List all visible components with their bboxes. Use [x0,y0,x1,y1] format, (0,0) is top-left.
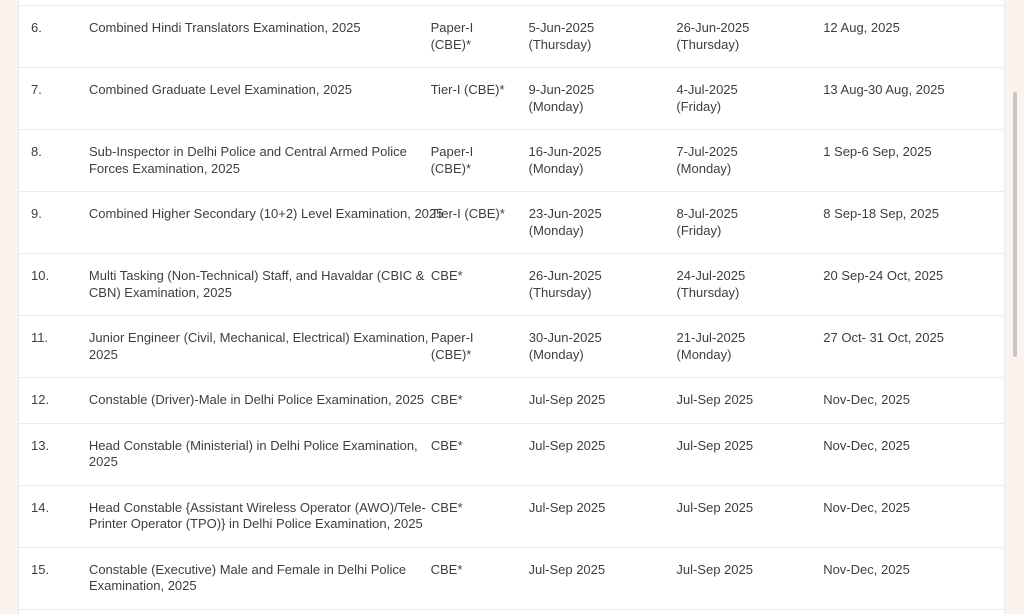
closing-date-cell [676,548,823,593]
table-row [19,192,1004,254]
mode-line: CBE* [430,499,463,515]
advt-line: 16-Jun-2025 [528,144,602,159]
closing-date-cell [676,68,823,129]
close-line: 8-Jul-2025 [676,206,738,221]
closing-date-cell [676,6,823,67]
row-serial-number: 12. [31,392,50,407]
mode-line: CBE* [430,437,463,453]
exam-date-cell: 13 Aug-30 Aug, 2025 [823,82,945,97]
exam-name-cell [88,192,444,237]
exam-mode-cell [431,486,529,531]
exam-mode-cell [431,378,529,423]
table-row [19,68,1004,130]
exam-date-cell: 20 Sep-24 Oct, 2025 [823,268,944,283]
table-row [19,130,1004,192]
mode-line: Tier-I (CBE)* [430,82,505,97]
row-serial-number: 7. [31,82,42,97]
exam-date-cell: Nov-Dec, 2025 [823,561,910,577]
mode-line: Paper-I [430,144,474,159]
close-line: Jul-Sep 2025 [676,499,754,515]
name-line: Constable (Driver)-Male in Delhi Police Examination, 2025 [88,392,425,407]
row-serial-number: 15. [31,561,50,577]
close-line: 24-Jul-2025 [676,268,746,283]
mode-line: CBE* [430,392,463,407]
exam-name-cell [89,6,431,51]
close-line: Jul-Sep 2025 [676,561,753,577]
exam-mode-cell [431,192,529,237]
closing-date-cell [677,424,824,469]
table-row [19,378,1004,424]
exam-name-cell [89,378,431,423]
name-line: 2025 [88,346,118,362]
advt-date-cell [529,548,677,593]
row-serial-number: 14. [31,499,50,515]
advt-line: 26-Jun-2025 [528,268,602,283]
exam-mode-cell [431,6,529,67]
exam-mode-cell [431,548,529,593]
mode-line: Paper-I [430,20,474,35]
exam-name-cell [89,316,431,377]
close-line: (Monday) [676,346,732,362]
table-row [19,6,1004,68]
table-row [19,254,1004,316]
advt-line: (Thursday) [528,36,592,52]
exam-date-cell: 12 Aug, 2025 [823,20,900,35]
row-serial-number: 13. [31,437,50,453]
row-serial-number: 9. [31,206,42,221]
close-line: 21-Jul-2025 [676,330,746,345]
mode-line: (CBE)* [430,36,472,52]
advt-date-cell [529,192,677,253]
closing-date-cell [677,378,824,423]
exam-mode-cell [431,424,529,469]
closing-date-cell [677,192,824,253]
exam-name-cell [89,130,431,191]
advt-date-cell [529,316,677,377]
mode-line: (CBE)* [430,160,472,176]
closing-date-cell [677,254,824,315]
exam-date-cell: 27 Oct- 31 Oct, 2025 [823,330,944,345]
exam-name-cell [89,548,431,609]
table-rows [19,6,1004,610]
advt-line: Jul-Sep 2025 [528,499,606,515]
close-line: (Monday) [676,160,732,176]
close-line: (Thursday) [676,284,740,300]
table-row [19,548,1004,610]
advt-line: 23-Jun-2025 [528,206,602,221]
closing-date-cell [677,316,824,377]
advt-line: (Monday) [528,160,584,176]
vertical-scrollbar-thumb[interactable] [1013,92,1017,357]
advt-line: 9-Jun-2025 [528,82,595,97]
name-line: Printer Operator (TPO)} in Delhi Police Examination, 2025 [88,516,423,531]
advt-date-cell [529,378,677,423]
name-line: CBN) Examination, 2025 [88,284,232,300]
advt-line: (Monday) [528,222,584,238]
advt-date-cell [529,486,677,531]
advt-date-cell [529,6,677,67]
exam-date-cell: Nov-Dec, 2025 [823,499,911,515]
name-line: Combined Higher Secondary (10+2) Level Examination, 2025 [88,206,444,221]
row-serial-number: 11. [31,330,49,345]
close-line: (Friday) [676,98,722,114]
close-line: (Thursday) [676,36,740,52]
advt-line: Jul-Sep 2025 [528,437,606,453]
advt-line: (Monday) [528,346,584,362]
advt-line: 30-Jun-2025 [528,330,602,345]
mode-line: Paper-I [430,330,474,345]
table-row [19,486,1004,548]
exam-calendar-table [18,0,1005,614]
name-line: Combined Graduate Level Examination, 2025 [88,82,352,97]
advt-line: Jul-Sep 2025 [528,561,606,577]
advt-line: (Monday) [528,98,584,114]
mode-line: CBE* [430,561,463,577]
table-row [19,424,1004,486]
advt-date-cell [529,254,677,315]
close-line: 7-Jul-2025 [676,144,738,159]
name-line: Forces Examination, 2025 [88,160,240,176]
mode-line: (CBE)* [430,346,472,362]
row-serial-number: 8. [31,144,42,159]
name-line: Junior Engineer (Civil, Mechanical, Electrical) Examination, [88,330,429,345]
exam-name-cell [89,68,431,113]
exam-mode-cell [431,130,529,191]
advt-line: Jul-Sep 2025 [528,392,606,407]
exam-mode-cell [431,254,529,299]
mode-line: CBE* [430,268,463,283]
close-line: (Friday) [676,222,722,238]
exam-name-cell [89,486,431,547]
name-line: Constable (Executive) Male and Female in Delhi Police [88,561,407,577]
exam-mode-cell [431,68,529,113]
closing-date-cell [677,486,824,531]
advt-date-cell [529,68,677,129]
closing-date-cell [676,130,823,191]
table-row [19,316,1004,378]
exam-name-cell [89,254,431,315]
advt-date-cell [529,424,677,469]
advt-date-cell [529,130,677,191]
exam-date-cell: Nov-Dec, 2025 [823,392,911,407]
exam-date-cell: 8 Sep-18 Sep, 2025 [823,206,939,221]
name-line: 2025 [88,454,118,469]
name-line: Head Constable {Assistant Wireless Operator (AWO)/Tele- [88,499,426,515]
advt-line: 5-Jun-2025 [528,20,595,35]
close-line: 4-Jul-2025 [676,82,738,97]
name-line: Multi Tasking (Non-Technical) Staff, and Havaldar (CBIC & [88,268,425,283]
close-line: 26-Jun-2025 [676,20,750,35]
name-line: Head Constable (Ministerial) in Delhi Police Examination, [88,437,418,453]
exam-name-cell [89,424,431,485]
exam-date-cell: 1 Sep-6 Sep, 2025 [823,144,932,159]
advt-line: (Thursday) [528,284,592,300]
name-line: Sub-Inspector in Delhi Police and Central Armed Police [88,144,407,159]
close-line: Jul-Sep 2025 [676,437,754,453]
close-line: Jul-Sep 2025 [676,392,754,407]
mode-line: Tier-I (CBE)* [430,206,505,221]
row-serial-number: 6. [31,20,42,35]
name-line: Examination, 2025 [88,578,197,593]
exam-date-cell: Nov-Dec, 2025 [823,437,911,453]
exam-mode-cell [431,316,529,377]
name-line: Combined Hindi Translators Examination, 2025 [88,20,361,35]
row-serial-number: 10. [31,268,50,283]
